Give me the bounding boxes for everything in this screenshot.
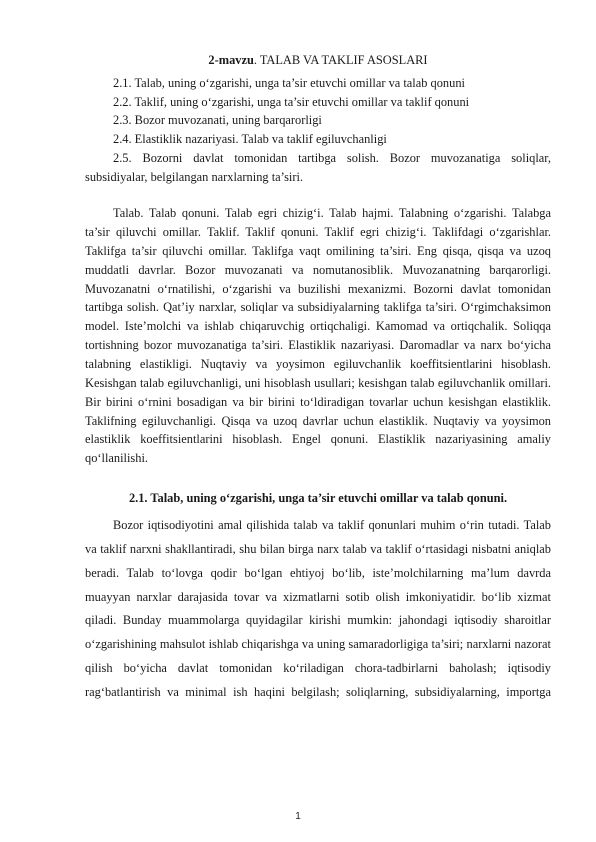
section-heading: 2.1. Talab, uning o‘zgarishi, unga ta’sir etuvchi omillar va talab qonuni. — [128, 491, 508, 506]
outline-item: 2.5. Bozorni davlat tomonidan tartibga solish. Bozor muvozanatiga soliqlar, subsidiyalar, belgilangan narxlarning ta’siri. — [85, 150, 551, 184]
outline-item: 2.3. Bozor muvozanati, uning barqarorligi — [113, 113, 322, 128]
document-page — [85, 52, 551, 705]
page-number: 1 — [295, 811, 301, 822]
outline-item: 2.2. Taklif, uning o‘zgarishi, unga ta’sir etuvchi omillar va taklif qonuni — [113, 94, 470, 109]
body-paragraph: Bozor iqtisodiyotini amal qilishida talab va taklif qonunlari muhim o‘rin tutadi. Talab va taklif narxni shakllantiradi, shu bilan birga narx talab va taklif o‘rtasidagi nisbatni aniqlab beradi. Talab to‘lovga qodir bo‘lgan ehtiyoj bo‘lib, iste’molchilarning ma’lum davrda muayyan narxlar darajasida tovar va xizmatlarni sotib olish imkoniyatidir. bo‘lib xizmat qiladi. Bunday muammolarga quyidagilar kirishi mumkin: jahondagi iqtisodiy sharoitlar o‘zgarishining mahsulot ishlab chiqarishga va uning samaradorligiga ta’siri; narxlarni nazorat qilish bo‘yicha davlat tomonidan ko‘riladigan chora-tadbirlarni baholash; iqtisodiy rag‘batlantirish va minimal ish haqini belgilash; soliqlarning, subsidiyalarning, importga — [85, 518, 551, 699]
outline-item: 2.1. Talab, uning o‘zgarishi, unga ta’sir etuvchi omillar va talab qonuni — [113, 76, 465, 90]
topic-outline — [85, 74, 551, 186]
topic-number: 2-mavzu — [208, 53, 254, 67]
outline-item: 2.4. Elastiklik nazariyasi. Talab va taklif egiluvchanligi — [113, 132, 387, 147]
page-title — [85, 52, 551, 68]
topic-title: . TALAB VA TAKLIF ASOSLARI — [253, 53, 428, 67]
keywords-summary: Talab. Talab qonuni. Talab egri chizig‘i. Talab hajmi. Talabning o‘zgarishi. Talabga ta’sir qiluvchi omillar. Taklif. Taklif qonuni. Taklif egri chizig‘i. Taklifdagi o‘zgarishlar. Taklifga ta’sir qiluvchi omillar. Taklifga vaqt omilining ta’siri. Eng qisqa, qisqa va uzoq muddatli davrlar. Bozor muvozanati va nomutanosiblik. Muvozanatning barqarorligi. Muvozanatni o‘rnatilishi, o‘zgarishi va buzilishi mexanizmi. Bozorni davlat tomonidan tartibga solish. Qat’iy narxlar, soliqlar va subsidiyalarning taklifga ta’siri. O‘rgimchaksimon model. Iste’molchi va ishlab chiqaruvchig ortiqchaligi. Kamomad va ortiqchalik. Soliqqa tortishning bozor muvozanatiga ta’siri. Elastiklik nazariyasi. Daromadlar va narx bo‘yicha talabning elastikligi. Nuqtaviy va yoysimon egiluvchanlik koeffitsientlarini hisoblash. Kesishgan talab egiluvchanligi, uni hisoblash usullari; kesishgan talab egiluvchanlik omillari. Bir birini o‘rnini bosadigan va bir birini to‘ldiradigan tovarlar uchun kesishgan elastiklik. Taklifning egiluvchanligi. Qisqa va uzoq davrlar uchun elastiklik. Nuqtaviy va yoysimon elastiklik koeffitsientlarini hisoblash. Engel qonuni. Elastiklik nazariyasining amaliy qo‘llanilishi. — [85, 206, 551, 466]
